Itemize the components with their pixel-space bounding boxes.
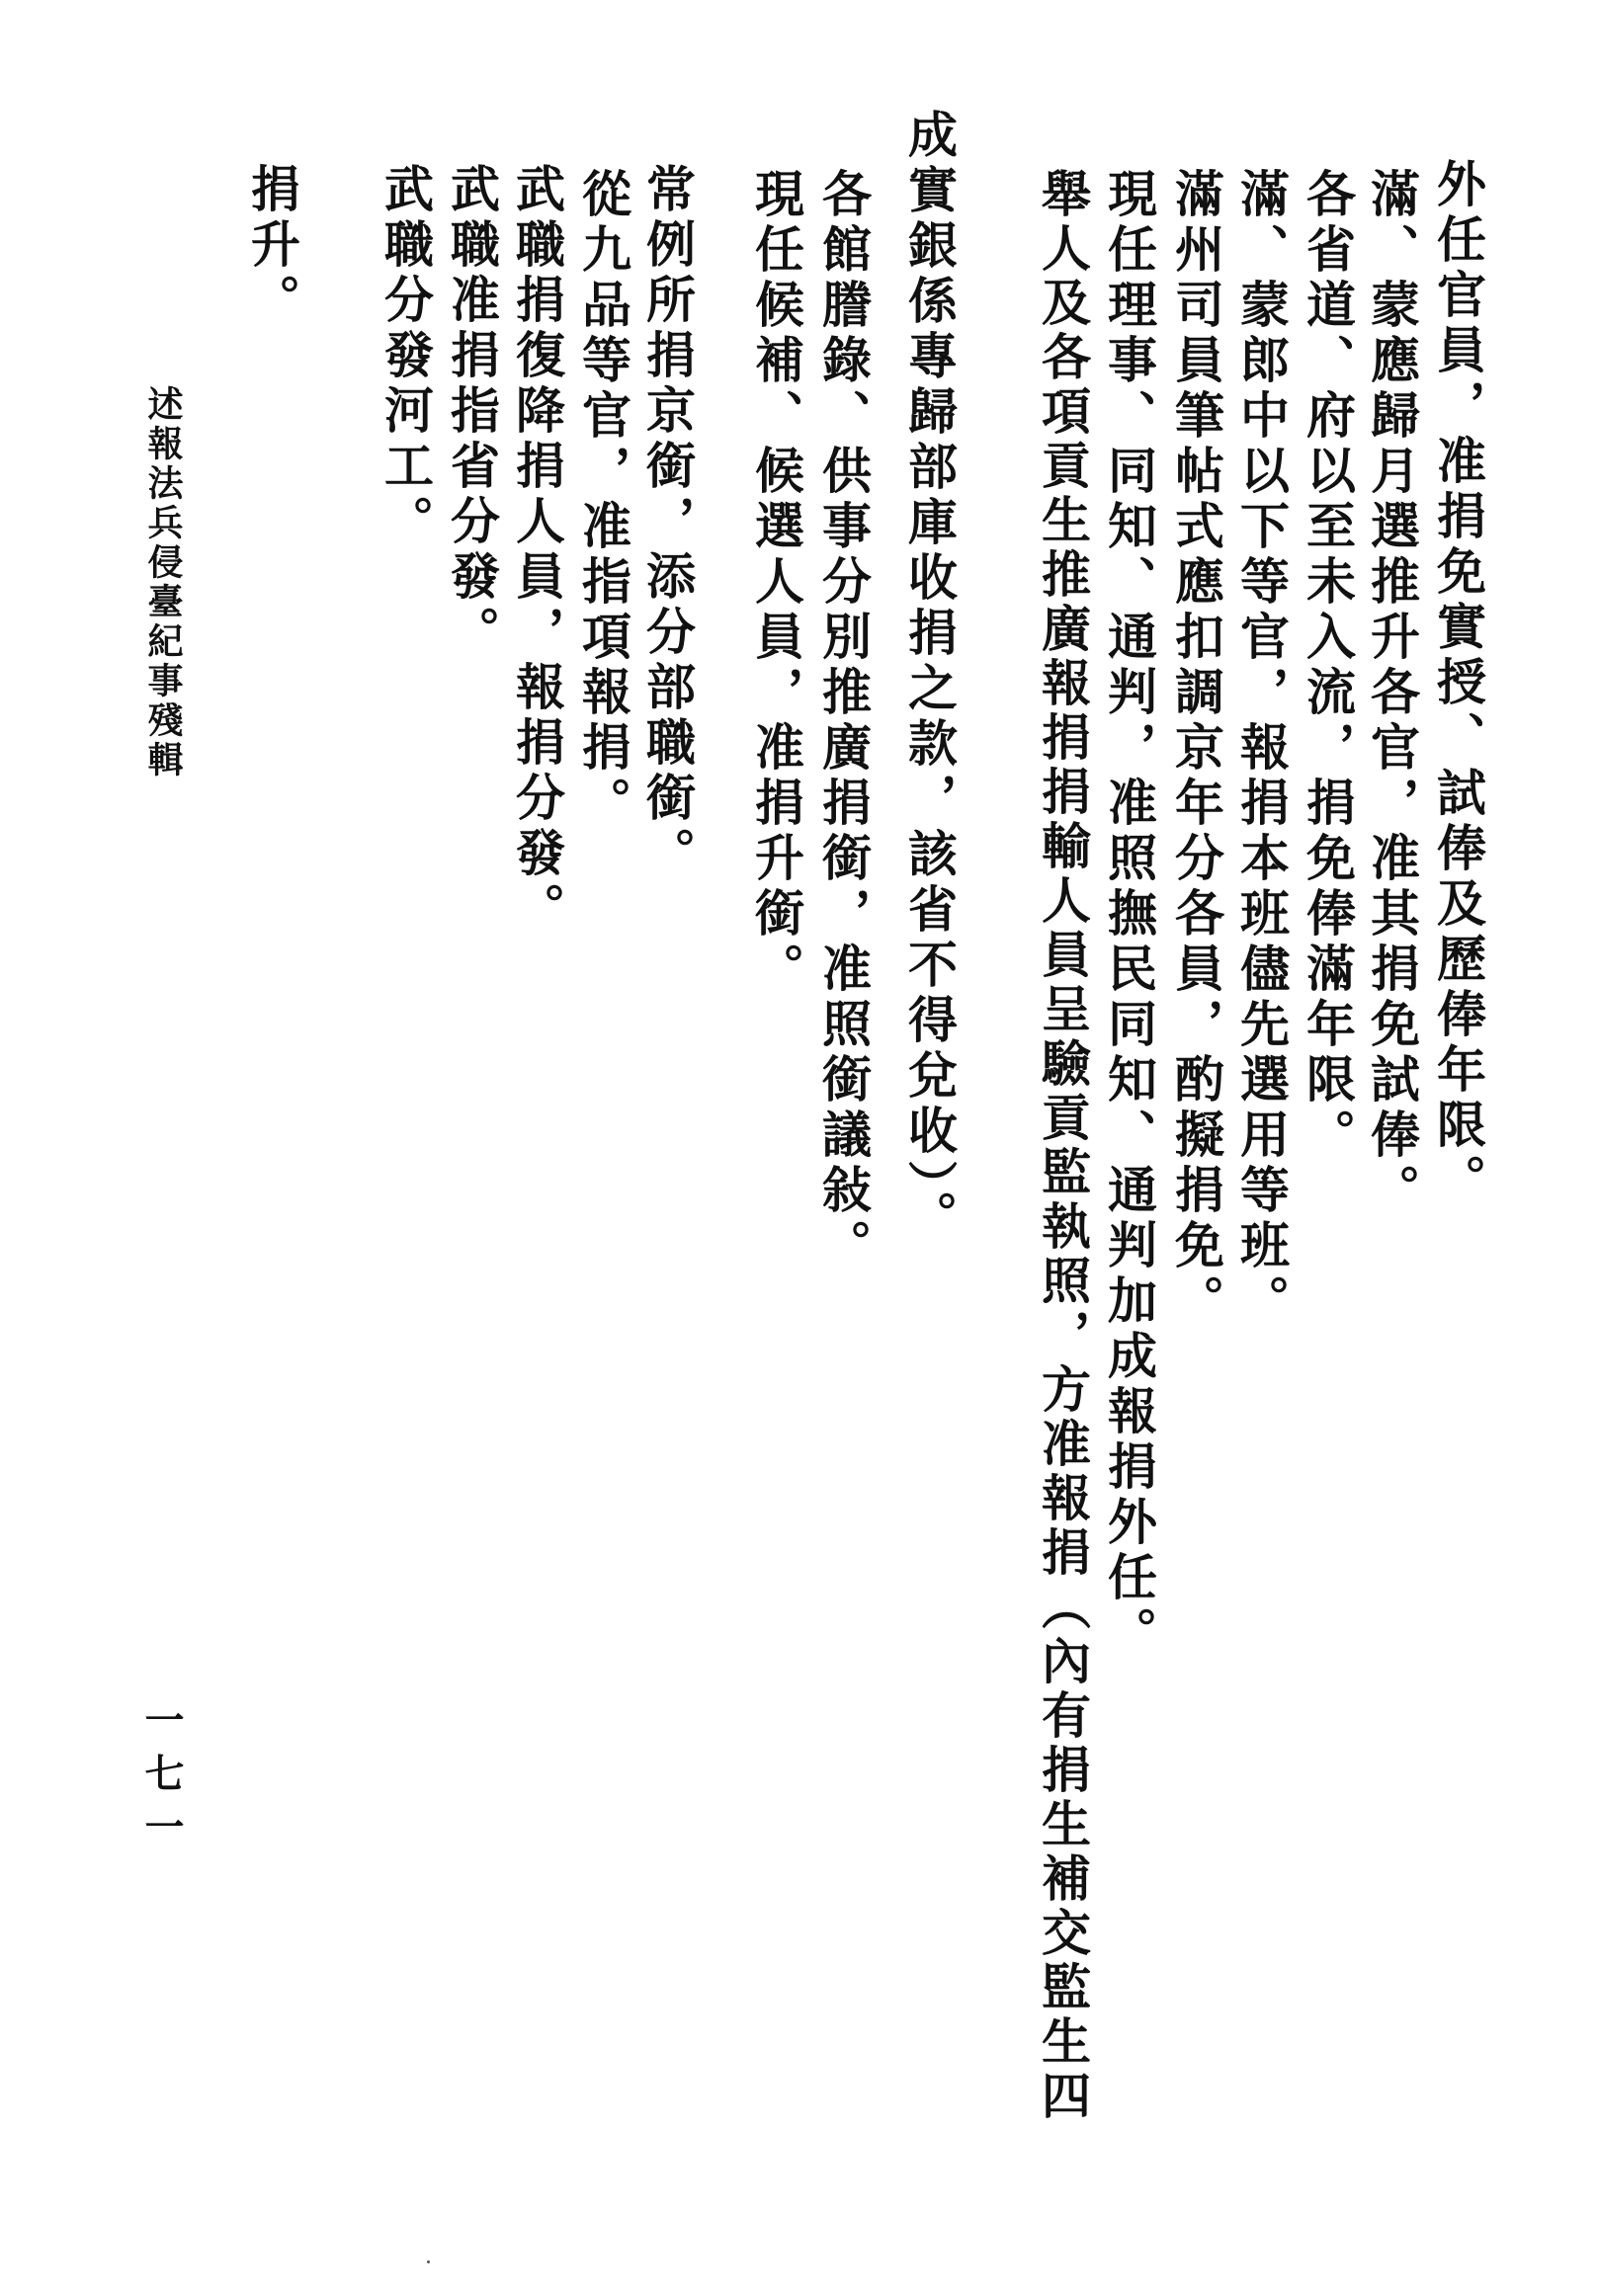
page-number: 一七一: [138, 1699, 185, 1859]
text-column-14: 武職准捐指省分發。: [443, 163, 501, 661]
text-column-4: 滿、蒙郎中以下等官，報捐本班儘先選用等班。: [1232, 168, 1291, 1330]
text-column-12: 從九品等官，准指項報捐。: [574, 168, 632, 832]
running-header: 述報法兵侵臺紀事殘輯: [142, 385, 184, 780]
text-column-16: 捐升。: [243, 163, 301, 329]
text-column-15: 武職分發河工。: [377, 163, 435, 550]
text-column-3: 各省道、府以至未入流，捐免俸滿年限。: [1299, 168, 1357, 1164]
text-column-1: 外任官員，准捐免實授、試俸及歷俸年限。: [1429, 158, 1487, 1209]
text-column-8: 成實銀係專歸部庫收捐之款，該省不得兌收）。: [900, 109, 959, 1246]
text-column-6: 現任理事、同知、通判，准照撫民同知、通判加成報捐外任。: [1100, 168, 1158, 1662]
text-column-13: 武職捐復降捐人員，報捐分發。: [508, 163, 566, 938]
scan-speck: [427, 2260, 430, 2263]
text-column-2: 滿、蒙應歸月選推升各官，准其捐免試俸。: [1363, 168, 1421, 1219]
text-column-11: 常例所捐京銜，添分部職銜。: [638, 163, 697, 882]
text-column-5: 滿州司員筆帖式應扣調京年分各員，酌擬捐免。: [1167, 168, 1225, 1330]
text-column-10: 現任候補、候選人員，准捐升銜。: [747, 168, 805, 998]
text-column-9: 各館謄錄、供事分別推廣捐銜，准照銜議敍。: [814, 168, 873, 1274]
text-column-7: 舉人及各項貢生推廣報捐捐輸人員呈驗貢監執照，方准報捐（內有捐生補交監生四: [1034, 168, 1092, 2124]
